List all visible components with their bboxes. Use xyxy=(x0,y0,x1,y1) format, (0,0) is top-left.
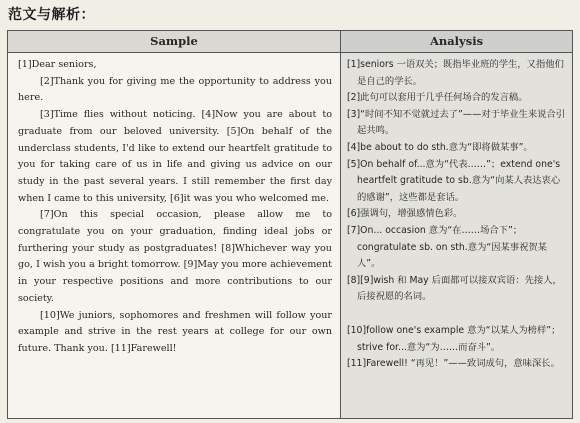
analysis-item-7: [7]On... occasion 意为“在……场合下”；congratulate sb. on sth.意为“因某事祝贺某人”。 xyxy=(347,224,547,270)
sample-paragraph-3: [3]Time flies without noticing. [4]Now you are about to graduate from our beloved university. [5]On behalf of the underclass students, I'd like to extend our heartfelt gratitude to you for taking care of us in life and giving us advice on our study in the past several years. I still remember the first day when I came to this university, [6]it was you who welcomed me. xyxy=(18,109,332,204)
sample-column xyxy=(8,31,341,418)
sample-text xyxy=(8,53,340,358)
sample-paragraph-1: [1]Dear seniors, xyxy=(18,59,97,70)
analysis-item-6: [6]强调句，增强感情色彩。 xyxy=(347,208,463,220)
analysis-item-2: [2]此句可以套用于几乎任何场合的发言稿。 xyxy=(347,92,528,104)
analysis-item-4: [4]be about to do sth.意为“即将做某事”。 xyxy=(347,141,533,153)
sample-header: Sample xyxy=(8,31,340,53)
analysis-item-1: [1]seniors 一语双关；既指毕业班的学生，又指他们是自己的学长。 xyxy=(347,59,564,87)
sample-paragraph-2: [2]Thank you for giving me the opportunity to address you here. xyxy=(18,75,332,104)
analysis-text xyxy=(341,53,572,373)
analysis-item-11: [11]Farewell! “再见！”——致词成句，意味深长。 xyxy=(347,358,560,370)
analysis-header: Analysis xyxy=(341,31,572,53)
sample-paragraph-4: [7]On this special occasion, please allow me to congratulate you on your graduation, finding ideal jobs or furthering your study as postgraduates! [8]Whichever way you go, I wish you a bright tomorrow. [9]May you more achievement in your respective positions and more contributions to our society. xyxy=(18,209,332,304)
page-title: 范文与解析： xyxy=(8,7,95,23)
analysis-item-3: [3]“时间不知不觉就过去了”——对于毕业生来说合引起共鸣。 xyxy=(347,108,566,137)
analysis-item-10: [10]follow one's example 意为“以某人为榜样”；strive for...意为“为……而奋斗”。 xyxy=(347,324,561,353)
analysis-item-5: [5]On behalf of...意为“代表……”；extend one's heartfelt gratitude to sb.意为“向某人表达衷心的感谢”，这些都是套话。 xyxy=(347,158,561,203)
analysis-column xyxy=(341,31,572,418)
analysis-item-8: [8][9]wish 和 May 后面都可以接双宾语：先接人，后接祝愿的名词。 xyxy=(347,274,562,303)
sample-paragraph-5: [10]We juniors, sophomores and freshmen will follow your example and strive in the rest years at college for our own future. Thank you. [11]Farewell! xyxy=(18,309,332,354)
sample-analysis-table xyxy=(7,30,573,419)
